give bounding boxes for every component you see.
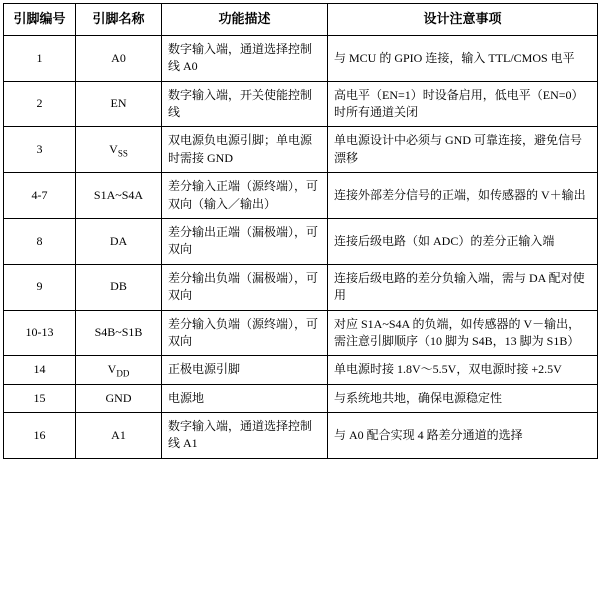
cell-function-description: 双电源负电源引脚；单电源时需接 GND [162, 127, 328, 173]
cell-pin-name [76, 356, 162, 384]
cell-pin-name [76, 35, 162, 81]
table-row [4, 356, 598, 384]
cell-pin-number: 2 [4, 81, 76, 127]
table-header-row [4, 4, 598, 36]
cell-design-note: 高电平（EN=1）时设备启用，低电平（EN=0）时所有通道关闭 [328, 81, 598, 127]
cell-pin-name [76, 81, 162, 127]
cell-pin-name [76, 127, 162, 173]
cell-pin-number: 8 [4, 218, 76, 264]
table-row [4, 310, 598, 356]
cell-pin-number: 14 [4, 356, 76, 384]
column-header-pin-number: 引脚编号 [4, 4, 76, 36]
cell-function-description: 差分输出负端（漏极端），可双向 [162, 264, 328, 310]
cell-pin-name [76, 384, 162, 412]
cell-pin-name [76, 218, 162, 264]
table-row [4, 127, 598, 173]
cell-pin-name [76, 264, 162, 310]
pin-name-main: V [107, 362, 117, 377]
pin-name-subscript: DD [116, 368, 130, 379]
cell-function-description: 数字输入端，开关使能控制线 [162, 81, 328, 127]
cell-design-note: 与系统地共地，确保电源稳定性 [328, 384, 598, 412]
pin-name-main: DB [110, 279, 127, 294]
pin-name-main: S4B~S1B [94, 325, 143, 340]
cell-function-description: 正极电源引脚 [162, 356, 328, 384]
cell-pin-number: 10-13 [4, 310, 76, 356]
pin-name-main: V [109, 142, 118, 157]
cell-function-description: 数字输入端，通道选择控制线 A0 [162, 35, 328, 81]
table-row [4, 384, 598, 412]
table-row [4, 264, 598, 310]
cell-design-note: 单电源时接 1.8V～5.5V，双电源时接 +2.5V [328, 356, 598, 384]
table-row [4, 81, 598, 127]
cell-function-description: 数字输入端，通道选择控制线 A1 [162, 413, 328, 459]
cell-function-description: 差分输出正端（漏极端），可双向 [162, 218, 328, 264]
cell-design-note: 单电源设计中必须与 GND 可靠连接，避免信号漂移 [328, 127, 598, 173]
cell-function-description: 差分输入负端（源终端），可双向 [162, 310, 328, 356]
cell-pin-number: 1 [4, 35, 76, 81]
cell-design-note: 与 A0 配合实现 4 路差分通道的选择 [328, 413, 598, 459]
table-row [4, 35, 598, 81]
column-header-function: 功能描述 [162, 4, 328, 36]
cell-design-note: 与 MCU 的 GPIO 连接，输入 TTL/CMOS 电平 [328, 35, 598, 81]
pin-name-main: A1 [111, 427, 126, 442]
cell-pin-name [76, 173, 162, 219]
cell-design-note: 连接外部差分信号的正端，如传感器的 V＋输出 [328, 173, 598, 219]
pin-name-main: A0 [111, 50, 126, 65]
cell-pin-number: 15 [4, 384, 76, 412]
table-row [4, 413, 598, 459]
pin-name-main: DA [109, 233, 128, 248]
cell-function-description: 差分输入正端（源终端），可双向（输入／输出） [162, 173, 328, 219]
cell-pin-name [76, 310, 162, 356]
cell-pin-number: 16 [4, 413, 76, 459]
table-row [4, 173, 598, 219]
column-header-pin-name: 引脚名称 [76, 4, 162, 36]
pin-name-main: GND [105, 390, 132, 405]
cell-pin-number: 4-7 [4, 173, 76, 219]
cell-design-note: 对应 S1A~S4A 的负端，如传感器的 V－输出，需注意引脚顺序（10 脚为 S4B，13 脚为 S1B） [328, 310, 598, 356]
pin-description-table [3, 3, 598, 459]
pin-name-subscript: SS [117, 148, 128, 159]
cell-function-description: 电源地 [162, 384, 328, 412]
cell-pin-number: 3 [4, 127, 76, 173]
column-header-notes: 设计注意事项 [328, 4, 598, 36]
cell-pin-name [76, 413, 162, 459]
pin-name-main: S1A~S4A [93, 187, 144, 202]
cell-pin-number: 9 [4, 264, 76, 310]
pin-name-main: EN [110, 96, 127, 111]
table-row [4, 218, 598, 264]
cell-design-note: 连接后级电路（如 ADC）的差分正输入端 [328, 218, 598, 264]
cell-design-note: 连接后级电路的差分负输入端，需与 DA 配对使用 [328, 264, 598, 310]
